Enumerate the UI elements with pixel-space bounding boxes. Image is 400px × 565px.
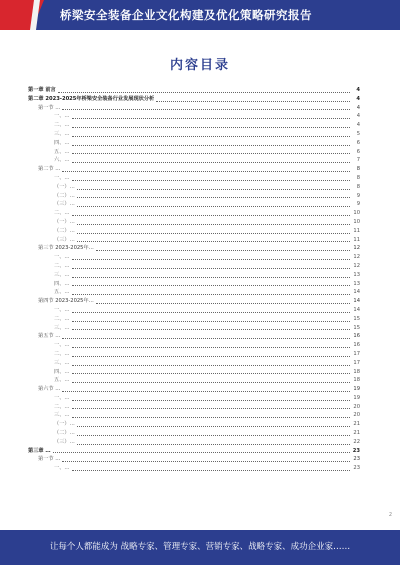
- toc-entry-title: 五、…: [54, 289, 70, 296]
- toc-dot-leader: [77, 444, 350, 445]
- toc-entry-title: 一、…: [54, 113, 70, 120]
- toc-entry[interactable]: [28, 403, 360, 412]
- toc-entry-title: 第三章 …: [28, 447, 51, 454]
- toc-entry-page: 4: [356, 113, 360, 120]
- toc-dot-leader: [72, 329, 350, 330]
- toc-dot-leader: [72, 268, 350, 269]
- toc-entry-page: 15: [353, 315, 360, 322]
- toc-entry-page: 4: [356, 122, 360, 129]
- toc-entry-title: 三、…: [54, 412, 70, 419]
- toc-entry[interactable]: [28, 455, 360, 464]
- toc-entry-page: 16: [353, 333, 360, 340]
- page-number: 2: [388, 512, 392, 518]
- toc-entry-title: 六、…: [54, 157, 70, 164]
- toc-entry-page: 22: [353, 438, 360, 445]
- toc-entry-page: 10: [353, 210, 360, 217]
- toc-dot-leader: [72, 356, 350, 357]
- toc-entry[interactable]: [28, 183, 360, 192]
- toc-dot-leader: [72, 259, 350, 260]
- toc-entry[interactable]: [28, 341, 360, 350]
- toc-entry-page: 23: [352, 447, 360, 454]
- toc-entry-page: 9: [356, 192, 360, 199]
- toc-entry-title: 二、…: [54, 315, 70, 322]
- toc-entry-title: 三、…: [54, 271, 70, 278]
- toc-entry-title: （二）…: [54, 192, 75, 199]
- toc-entry-page: 18: [353, 368, 360, 375]
- toc-entry-page: 6: [356, 148, 360, 155]
- toc-entry[interactable]: [28, 227, 360, 236]
- toc-entry[interactable]: [28, 280, 360, 289]
- toc-entry-title: （三）…: [54, 438, 75, 445]
- toc-entry[interactable]: [28, 420, 360, 429]
- toc-dot-leader: [72, 382, 350, 383]
- toc-dot-leader: [72, 136, 350, 137]
- toc-entry-page: 8: [356, 174, 360, 181]
- toc-entry[interactable]: [28, 262, 360, 271]
- toc-entry-title: （一）…: [54, 421, 75, 428]
- toc-entry-page: 12: [353, 254, 360, 261]
- toc-entry-page: 23: [353, 465, 360, 472]
- toc-entry[interactable]: [28, 429, 360, 438]
- toc-dot-leader: [72, 347, 350, 348]
- toc-entry[interactable]: [28, 438, 360, 447]
- toc-entry[interactable]: [28, 174, 360, 183]
- toc-entry-title: 一、…: [54, 394, 70, 401]
- toc-dot-leader: [72, 417, 350, 418]
- toc-entry-title: 二、…: [54, 403, 70, 410]
- toc-dot-leader: [77, 233, 350, 234]
- toc-entry[interactable]: [28, 121, 360, 130]
- toc-entry-title: 第六节 …: [38, 386, 61, 393]
- toc-entry-title: 第五节 …: [38, 333, 61, 340]
- toc-entry-title: 第四节 2023-2025年…: [38, 298, 94, 305]
- toc-entry-page: 18: [353, 377, 360, 384]
- toc-entry-title: 五、…: [54, 377, 70, 384]
- toc-entry-title: （二）…: [54, 430, 75, 437]
- toc-entry[interactable]: [28, 200, 360, 209]
- toc-dot-leader: [62, 109, 350, 110]
- toc-dot-leader: [72, 277, 350, 278]
- toc-dot-leader: [72, 312, 350, 313]
- header-bar: [0, 0, 400, 30]
- toc-entry-title: 二、…: [54, 210, 70, 217]
- toc-entry-title: 一、…: [54, 306, 70, 313]
- toc-entry-title: 三、…: [54, 130, 70, 137]
- toc-entry[interactable]: [28, 218, 360, 227]
- toc-dot-leader: [72, 400, 350, 401]
- report-title: 桥梁安全装备企业文化构建及优化策略研究报告: [60, 8, 312, 22]
- toc-entry[interactable]: [28, 385, 360, 394]
- toc-entry[interactable]: [28, 464, 360, 473]
- toc-entry[interactable]: [28, 411, 360, 420]
- toc-entry[interactable]: [28, 376, 360, 385]
- toc-entry[interactable]: [28, 368, 360, 377]
- toc-entry-title: 一、…: [54, 342, 70, 349]
- toc-dot-leader: [77, 426, 350, 427]
- toc-entry-page: 9: [356, 201, 360, 208]
- toc-entry-page: 16: [353, 342, 360, 349]
- toc-dot-leader: [72, 408, 350, 409]
- toc-dot-leader: [77, 224, 350, 225]
- toc-entry-page: 8: [356, 166, 360, 173]
- toc-entry[interactable]: [28, 253, 360, 262]
- toc-entry-page: 20: [353, 412, 360, 419]
- toc-entry[interactable]: [28, 447, 360, 456]
- toc-entry[interactable]: [28, 156, 360, 165]
- toc-dot-leader: [72, 294, 350, 295]
- toc-entry[interactable]: [28, 95, 360, 104]
- toc-dot-leader: [72, 127, 350, 128]
- toc-entry-page: 10: [353, 218, 360, 225]
- toc-entry-title: 第三节 2023-2025年…: [38, 245, 94, 252]
- toc-entry[interactable]: [28, 236, 360, 245]
- toc-dot-leader: [58, 92, 350, 93]
- toc-entry-title: （一）…: [54, 218, 75, 225]
- toc-entry-page: 7: [356, 157, 360, 164]
- footer-bar: [0, 530, 400, 565]
- toc-entry-page: 14: [353, 306, 360, 313]
- toc-entry-page: 12: [353, 245, 360, 252]
- toc-dot-leader: [62, 171, 350, 172]
- toc-entry-title: （一）…: [54, 183, 75, 190]
- toc-dot-leader: [72, 215, 350, 216]
- toc-dot-leader: [72, 162, 350, 163]
- toc-entry[interactable]: [28, 104, 360, 113]
- toc-heading: 内容目录: [169, 58, 230, 73]
- toc-entry[interactable]: [28, 192, 360, 201]
- toc-entry[interactable]: [28, 139, 360, 148]
- toc-entry-page: 14: [353, 298, 360, 305]
- toc-entry[interactable]: [28, 209, 360, 218]
- toc-entry-page: 17: [353, 359, 360, 366]
- toc-entry-page: 11: [353, 227, 360, 234]
- toc-dot-leader: [96, 303, 350, 304]
- toc-entry-page: 20: [353, 403, 360, 410]
- toc-entry-page: 11: [353, 236, 360, 243]
- table-of-contents: [28, 86, 360, 473]
- toc-dot-leader: [77, 435, 350, 436]
- toc-entry-title: 第二节 …: [38, 166, 61, 173]
- toc-dot-leader: [72, 153, 350, 154]
- toc-entry[interactable]: [28, 306, 360, 315]
- toc-entry[interactable]: [28, 112, 360, 121]
- toc-entry-title: （三）…: [54, 236, 75, 243]
- toc-dot-leader: [62, 391, 350, 392]
- toc-entry-title: 一、…: [54, 174, 70, 181]
- footer-slogan: 让每个人都能成为 战略专家、管理专家、营销专家、战略专家、成功企业家……: [49, 542, 351, 552]
- toc-entry-title: 第一章 前言: [28, 87, 56, 93]
- toc-entry[interactable]: [28, 288, 360, 297]
- toc-entry-page: 19: [353, 394, 360, 401]
- toc-entry-title: 二、…: [54, 350, 70, 357]
- toc-entry[interactable]: [28, 394, 360, 403]
- toc-entry-title: 四、…: [54, 368, 70, 375]
- toc-entry-page: 15: [353, 324, 360, 331]
- toc-entry-title: 第一节 …: [38, 456, 61, 463]
- toc-entry-title: 一、…: [54, 254, 70, 261]
- toc-dot-leader: [72, 373, 350, 374]
- toc-entry[interactable]: [28, 148, 360, 157]
- toc-entry[interactable]: [28, 315, 360, 324]
- toc-entry[interactable]: [28, 359, 360, 368]
- toc-entry-page: 13: [353, 271, 360, 278]
- toc-entry[interactable]: [28, 130, 360, 139]
- toc-dot-leader: [72, 470, 350, 471]
- toc-dot-leader: [62, 461, 350, 462]
- toc-entry-page: 6: [356, 139, 360, 146]
- toc-entry-title: （三）…: [54, 201, 75, 208]
- toc-entry[interactable]: [28, 271, 360, 280]
- toc-entry-page: 4: [356, 95, 360, 102]
- toc-entry[interactable]: [28, 165, 360, 174]
- toc-entry-title: 四、…: [54, 280, 70, 287]
- toc-dot-leader: [77, 241, 350, 242]
- toc-entry-title: 三、…: [54, 324, 70, 331]
- toc-entry-page: 14: [353, 289, 360, 296]
- toc-entry[interactable]: [28, 297, 360, 306]
- toc-entry-page: 17: [353, 350, 360, 357]
- toc-entry[interactable]: [28, 332, 360, 341]
- toc-dot-leader: [72, 180, 350, 181]
- toc-entry[interactable]: [28, 350, 360, 359]
- toc-entry-title: 二、…: [54, 122, 70, 129]
- toc-dot-leader: [77, 197, 350, 198]
- toc-entry-title: （二）…: [54, 227, 75, 234]
- toc-dot-leader: [96, 250, 350, 251]
- toc-entry-page: 21: [353, 421, 360, 428]
- toc-dot-leader: [62, 338, 350, 339]
- toc-dot-leader: [77, 189, 350, 190]
- toc-entry-title: 第二章 2023-2025年桥梁安全装备行业发展现状分析: [28, 95, 155, 102]
- toc-entry-title: 五、…: [54, 148, 70, 155]
- toc-entry[interactable]: [28, 324, 360, 333]
- toc-entry-title: 第一节 …: [38, 104, 61, 111]
- toc-dot-leader: [72, 285, 350, 286]
- toc-dot-leader: [72, 321, 350, 322]
- toc-entry[interactable]: [28, 244, 360, 253]
- toc-entry-title: 三、…: [54, 359, 70, 366]
- toc-entry-page: 23: [353, 456, 360, 463]
- toc-dot-leader: [72, 145, 350, 146]
- toc-entry-title: 四、…: [54, 139, 70, 146]
- toc-entry-page: 19: [353, 386, 360, 393]
- toc-dot-leader: [53, 452, 350, 453]
- toc-entry-title: 二、…: [54, 262, 70, 269]
- toc-entry-page: 5: [356, 130, 360, 137]
- toc-dot-leader: [156, 101, 350, 102]
- toc-entry-page: 4: [356, 87, 360, 93]
- toc-entry-page: 12: [353, 262, 360, 269]
- toc-entry-title: 一、…: [54, 465, 70, 472]
- toc-entry-page: 21: [353, 430, 360, 437]
- toc-dot-leader: [72, 118, 350, 119]
- toc-entry-page: 13: [353, 280, 360, 287]
- toc-dot-leader: [72, 365, 350, 366]
- toc-entry[interactable]: [28, 86, 360, 95]
- toc-entry-page: 4: [356, 104, 360, 111]
- toc-dot-leader: [77, 206, 350, 207]
- toc-entry-page: 8: [356, 183, 360, 190]
